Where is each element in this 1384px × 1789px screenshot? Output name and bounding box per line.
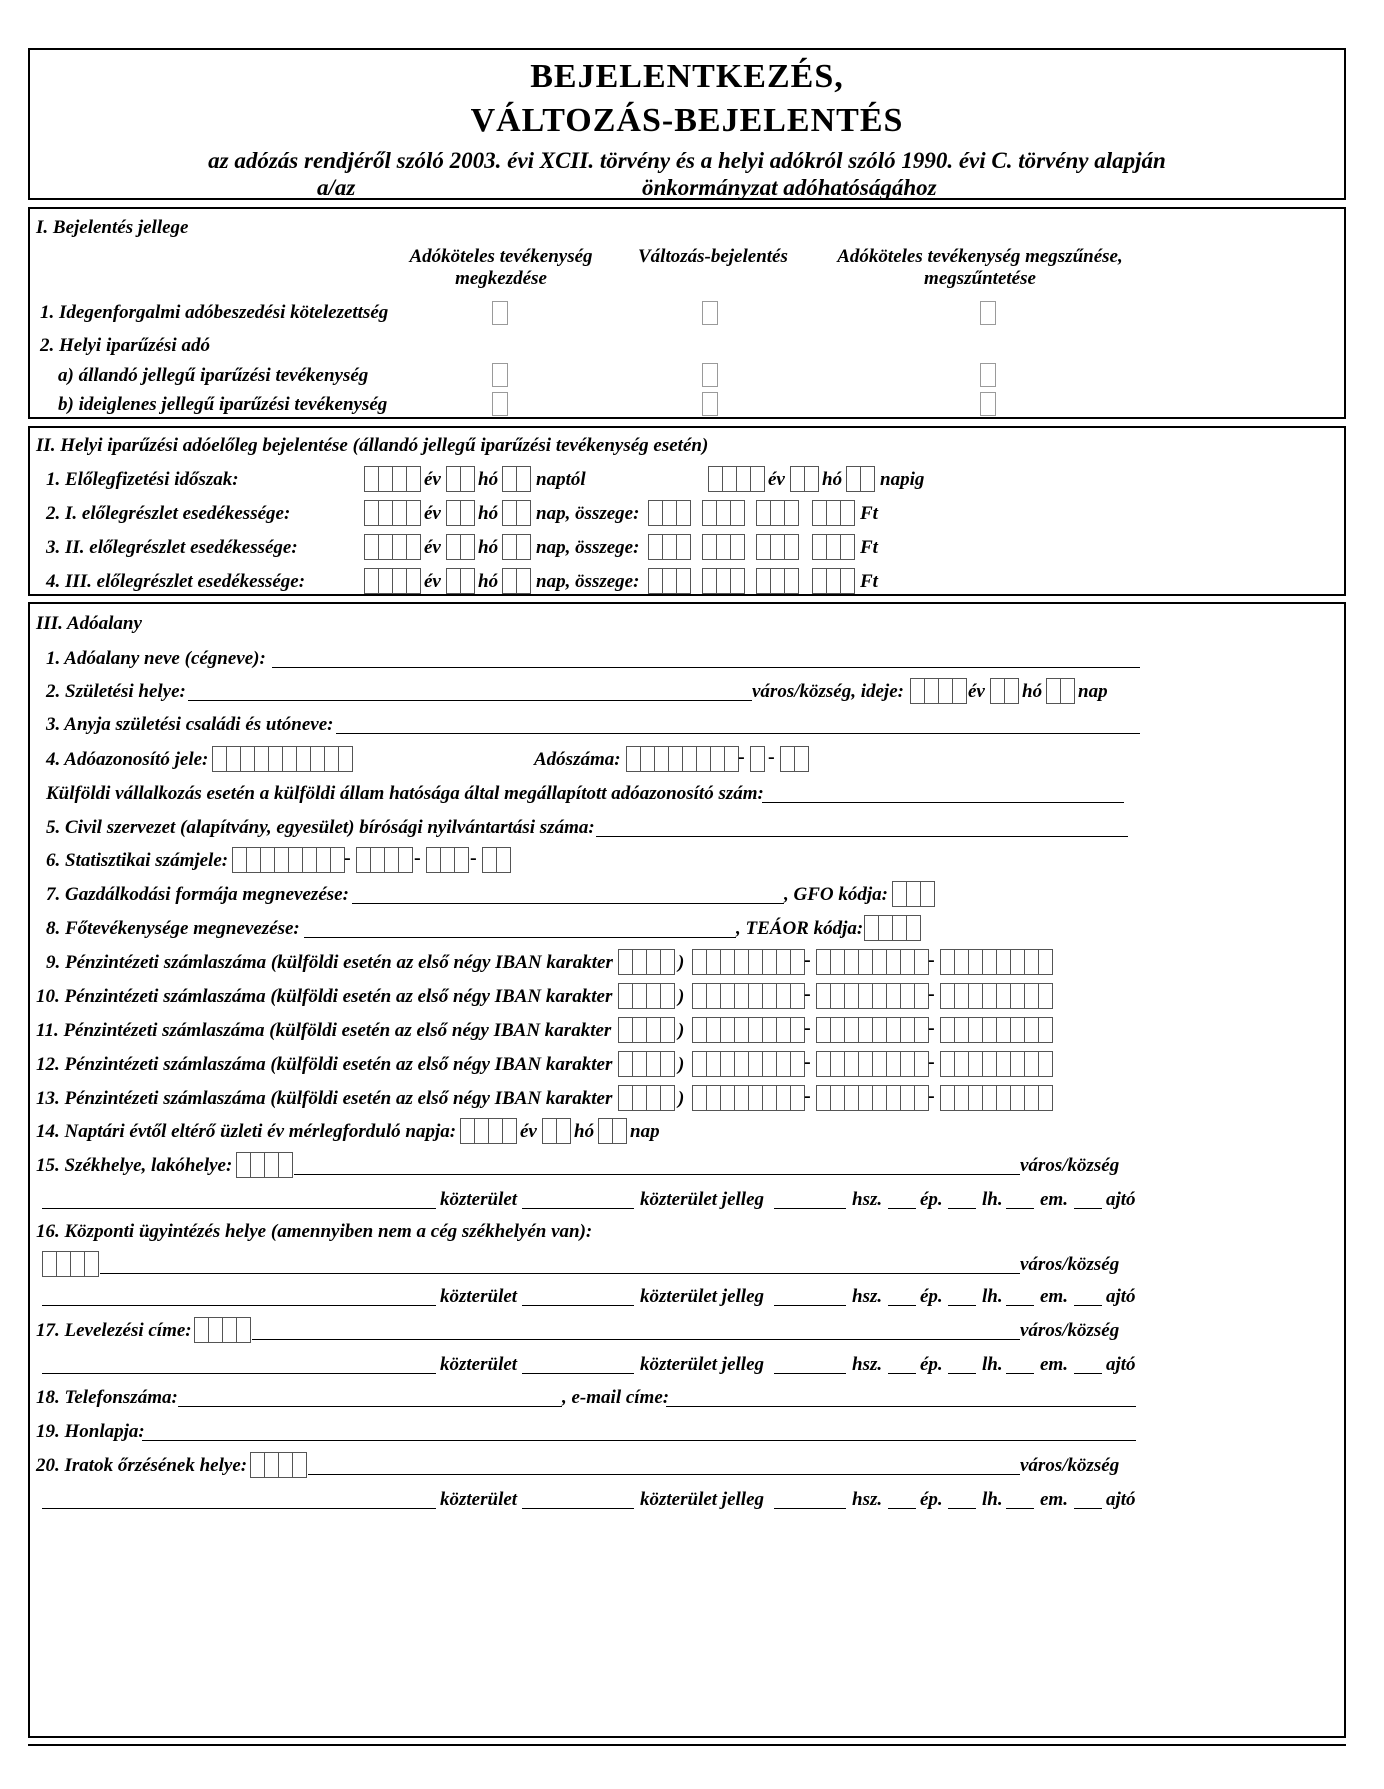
bank-account-label: 13. Pénzintézeti számlaszáma (külföldi esetén az első négy IBAN karakter [36,1088,613,1109]
house-number-field[interactable] [774,1208,846,1209]
address-label: 20. Iratok őrzésének helye: [36,1455,248,1476]
ho-label: hó [478,537,499,558]
fiscal-year-end-month[interactable] [542,1118,570,1144]
dash: - [804,1017,811,1039]
building-field[interactable] [888,1208,916,1209]
staircase-field[interactable] [948,1208,976,1209]
ajto-label: ajtó [1106,1189,1136,1210]
section-2-title: II. Helyi iparűzési adóelőleg bejelentése (állandó jellegű iparűzési tevékenység esetén) [36,435,709,456]
col-header-end-l1: Adóköteles tevékenység megszűnése, [837,246,1123,267]
tax-id-boxes[interactable] [212,746,352,772]
lh-label: lh. [982,1354,1003,1375]
authority-prefix: a/az [317,175,356,200]
address-label: 16. Központi ügyintézés helye (amennyiben nem a cég székhelyén van): [36,1221,593,1242]
form-title-line2: VÁLTOZÁS-BEJELENTÉS [470,102,904,139]
advance-period-label: 1. Előlegfizetési időszak: [46,469,239,490]
street-type-field[interactable] [522,1373,634,1374]
tax-id-label: 4. Adóazonosító jele: [46,749,209,770]
postal-code-boxes[interactable] [42,1251,98,1277]
section-1 [28,207,1346,419]
napig-label: napig [880,469,925,490]
door-field[interactable] [1074,1305,1102,1306]
city-label: város/község [1020,1254,1120,1275]
authority-suffix: önkormányzat adóhatóságához [642,175,937,200]
tax-number-label: Adószáma: [534,749,621,770]
bank-account-part2[interactable] [816,949,928,975]
city-label: város/község [1020,1455,1120,1476]
installment-label: 2. I. előlegrészlet esedékessége: [46,503,291,524]
hsz-label: hsz. [852,1189,883,1210]
ho-label: hó [1022,681,1043,702]
bank-account-part3[interactable] [940,1085,1052,1111]
installment-amount-group[interactable] [648,568,690,594]
hsz-label: hsz. [852,1354,883,1375]
dash: - [804,949,811,971]
street-name-field[interactable] [42,1373,436,1374]
kozterulet-jelleg-label: közterület jelleg [640,1489,765,1510]
ep-label: ép. [920,1189,943,1210]
statistical-code-label: 6. Statisztikai számjele: [46,850,229,871]
installment-label: 3. II. előlegrészlet esedékessége: [46,537,298,558]
building-field[interactable] [888,1508,916,1509]
fiscal-year-end-day[interactable] [598,1118,626,1144]
taxpayer-name-field[interactable] [272,667,1140,668]
dash: - [344,847,351,869]
house-number-field[interactable] [774,1373,846,1374]
lh-label: lh. [982,1489,1003,1510]
period-from-day[interactable] [502,466,530,492]
installment-amount-group[interactable] [756,534,798,560]
installment-amount-group[interactable] [648,534,690,560]
kozterulet-jelleg-label: közterület jelleg [640,1286,765,1307]
ho-label: hó [822,469,843,490]
birth-date-label: város/község, ideje: [752,681,904,702]
ev-label: év [424,537,441,558]
bank-account-part1[interactable] [692,1051,804,1077]
civil-registry-field[interactable] [596,836,1128,837]
tax-number-part3[interactable] [780,746,808,772]
installment-month[interactable] [446,568,474,594]
street-type-field[interactable] [522,1208,634,1209]
em-label: em. [1040,1354,1068,1375]
nap-label: nap [630,1121,660,1142]
city-field[interactable] [100,1273,1020,1274]
checkbox-tourism-end[interactable] [980,301,996,325]
bank-account-part1[interactable] [692,1017,804,1043]
amount-label: nap, összege: [536,571,640,592]
website-field[interactable] [142,1440,1136,1441]
ep-label: ép. [920,1286,943,1307]
checkbox-permanent-change[interactable] [702,363,718,387]
foreign-tax-id-label: Külföldi vállalkozás esetén a külföldi állam hatósága által megállapított adóazonosító szám: [46,783,764,804]
mother-name-field[interactable] [336,733,1140,734]
ho-label: hó [478,503,499,524]
kozterulet-jelleg-label: közterület jelleg [640,1189,765,1210]
mother-name-label: 3. Anyja születési családi és utóneve: [46,714,334,735]
bank-account-part3[interactable] [940,983,1052,1009]
email-label: , e-mail címe: [562,1387,670,1408]
taxpayer-name-label: 1. Adóalany neve (cégneve): [46,648,266,669]
fiscal-year-end-label: 14. Naptári évtől eltérő üzleti év mérlegforduló napja: [36,1121,457,1142]
installment-year[interactable] [364,534,420,560]
ep-label: ép. [920,1354,943,1375]
staircase-field[interactable] [948,1373,976,1374]
period-to-year[interactable] [708,466,764,492]
city-label: város/község [1020,1320,1120,1341]
postal-code-boxes[interactable] [194,1317,250,1343]
checkbox-tourism-start[interactable] [492,301,508,325]
installment-amount-group[interactable] [702,534,744,560]
door-field[interactable] [1074,1208,1102,1209]
col-header-start-l1: Adóköteles tevékenység [409,246,593,267]
ev-label: év [968,681,985,702]
ev-label: év [424,469,441,490]
dash: - [804,1051,811,1073]
tax-number-part2[interactable] [750,746,764,772]
email-field[interactable] [666,1406,1136,1407]
lh-label: lh. [982,1189,1003,1210]
installment-amount-group[interactable] [756,500,798,526]
statistical-code-part4[interactable] [482,847,510,873]
ajto-label: ajtó [1106,1286,1136,1307]
col-header-start-l2: megkezdése [455,268,547,289]
em-label: em. [1040,1286,1068,1307]
teaor-code-label: , TEÁOR kódja: [736,918,864,939]
bank-account-part1[interactable] [692,983,804,1009]
floor-field[interactable] [1006,1373,1034,1374]
kozterulet-label: közterület [440,1354,518,1375]
row-business-tax: 2. Helyi iparűzési adó [40,335,210,356]
amount-label: nap, összege: [536,537,640,558]
ev-label: év [424,503,441,524]
ajto-label: ajtó [1106,1489,1136,1510]
fiscal-year-end-year[interactable] [460,1118,516,1144]
kozterulet-jelleg-label: közterület jelleg [640,1354,765,1375]
ev-label: év [520,1121,537,1142]
bank-account-part1[interactable] [692,1085,804,1111]
statistical-code-part3[interactable] [426,847,468,873]
staircase-field[interactable] [948,1508,976,1509]
form-subtitle: az adózás rendjéről szóló 2003. évi XCII. törvény és a helyi adókról szóló 1990. évi C. törvény alapján [208,148,1166,173]
building-field[interactable] [888,1373,916,1374]
main-activity-label: 8. Főtevékenysége megnevezése: [46,918,300,939]
kozterulet-label: közterület [440,1286,518,1307]
birth-month[interactable] [990,678,1018,704]
main-activity-field[interactable] [304,937,736,938]
birth-year[interactable] [910,678,966,704]
bank-account-part2[interactable] [816,1051,928,1077]
checkbox-tourism-change[interactable] [702,301,718,325]
installment-amount-group[interactable] [648,500,690,526]
period-from-month[interactable] [446,466,474,492]
bottom-rule [28,1744,1346,1746]
bank-account-part1[interactable] [692,949,804,975]
nap-label: nap [1078,681,1108,702]
bank-account-part2[interactable] [816,1085,928,1111]
section-2 [28,426,1346,596]
section-3-title: III. Adóalany [36,613,142,634]
section-3 [28,602,1346,1738]
paren-label: ) [678,952,685,973]
installment-month[interactable] [446,534,474,560]
col-header-change: Változás-bejelentés [638,246,788,267]
dash: - [804,1085,811,1107]
statistical-code-part2[interactable] [356,847,412,873]
kozterulet-label: közterület [440,1489,518,1510]
postal-code-boxes[interactable] [250,1452,306,1478]
dash: - [928,949,935,971]
website-label: 19. Honlapja: [36,1421,145,1442]
street-name-field[interactable] [42,1208,436,1209]
bank-account-label: 10. Pénzintézeti számlaszáma (külföldi esetén az első négy IBAN karakter [36,986,613,1007]
hsz-label: hsz. [852,1489,883,1510]
iban-prefix-boxes[interactable] [618,1017,674,1043]
installment-day[interactable] [502,568,530,594]
dash: - [928,983,935,1005]
paren-label: ) [678,1054,685,1075]
iban-prefix-boxes[interactable] [618,1085,674,1111]
gfo-code-label: , GFO kódja: [784,884,888,905]
installment-amount-group[interactable] [702,568,744,594]
lh-label: lh. [982,1286,1003,1307]
floor-field[interactable] [1006,1305,1034,1306]
installment-year[interactable] [364,500,420,526]
address-label: 15. Székhelye, lakóhelye: [36,1155,233,1176]
iban-prefix-boxes[interactable] [618,983,674,1009]
ho-label: hó [478,469,499,490]
hsz-label: hsz. [852,1286,883,1307]
ev-label: év [768,469,785,490]
ft-label: Ft [860,503,878,524]
city-field[interactable] [252,1339,1020,1340]
row-tourism-tax: 1. Idegenforgalmi adóbeszedési kötelezettség [40,302,389,323]
period-from-year[interactable] [364,466,420,492]
row-temporary-activity: b) ideiglenes jellegű iparűzési tevékenység [58,394,388,415]
birth-day[interactable] [1046,678,1074,704]
teaor-code-boxes[interactable] [864,915,920,941]
ft-label: Ft [860,571,878,592]
col-header-end-l2: megszűntetése [924,268,1036,289]
street-name-field[interactable] [42,1305,436,1306]
phone-label: 18. Telefonszáma: [36,1387,178,1408]
bank-account-part3[interactable] [940,1017,1052,1043]
house-number-field[interactable] [774,1508,846,1509]
installment-day[interactable] [502,534,530,560]
business-form-field[interactable] [352,903,784,904]
iban-prefix-boxes[interactable] [618,1051,674,1077]
form-title-line1: BEJELENTKEZÉS, [530,58,844,95]
bank-account-label: 11. Pénzintézeti számlaszáma (külföldi esetén az első négy IBAN karakter [36,1020,612,1041]
installment-amount-group[interactable] [702,500,744,526]
city-label: város/község [1020,1155,1120,1176]
bank-account-label: 9. Pénzintézeti számlaszáma (külföldi esetén az első négy IBAN karakter [46,952,613,973]
installment-year[interactable] [364,568,420,594]
bank-account-label: 12. Pénzintézeti számlaszáma (külföldi esetén az első négy IBAN karakter [36,1054,613,1075]
postal-code-boxes[interactable] [236,1152,292,1178]
dash: - [804,983,811,1005]
paren-label: ) [678,1088,685,1109]
dash: - [928,1085,935,1107]
building-field[interactable] [888,1305,916,1306]
street-name-field[interactable] [42,1508,436,1509]
floor-field[interactable] [1006,1208,1034,1209]
ho-label: hó [574,1121,595,1142]
street-type-field[interactable] [522,1508,634,1509]
installment-month[interactable] [446,500,474,526]
house-number-field[interactable] [774,1305,846,1306]
installment-amount-group[interactable] [756,568,798,594]
naptol-label: naptól [536,469,586,490]
business-form-label: 7. Gazdálkodási formája megnevezése: [46,884,349,905]
staircase-field[interactable] [948,1305,976,1306]
kozterulet-label: közterület [440,1189,518,1210]
dash: - [738,746,745,768]
checkbox-temporary-start[interactable] [492,392,508,416]
dash: - [470,847,477,869]
bank-account-part2[interactable] [816,1017,928,1043]
checkbox-permanent-start[interactable] [492,363,508,387]
installment-day[interactable] [502,500,530,526]
door-field[interactable] [1074,1508,1102,1509]
em-label: em. [1040,1489,1068,1510]
ft-label: Ft [860,537,878,558]
amount-label: nap, összege: [536,503,640,524]
installment-label: 4. III. előlegrészlet esedékessége: [46,571,306,592]
checkbox-temporary-end[interactable] [980,392,996,416]
street-type-field[interactable] [522,1305,634,1306]
ep-label: ép. [920,1489,943,1510]
em-label: em. [1040,1189,1068,1210]
door-field[interactable] [1074,1373,1102,1374]
dash: - [928,1017,935,1039]
bank-account-part2[interactable] [816,983,928,1009]
bank-account-part3[interactable] [940,949,1052,975]
ev-label: év [424,571,441,592]
gfo-code-boxes[interactable] [892,881,934,907]
dash: - [928,1051,935,1073]
statistical-code-part1[interactable] [232,847,344,873]
birth-place-field[interactable] [188,700,752,701]
checkbox-temporary-change[interactable] [702,392,718,416]
foreign-tax-id-field[interactable] [762,802,1124,803]
ajto-label: ajtó [1106,1354,1136,1375]
installment-amount-group[interactable] [812,568,854,594]
floor-field[interactable] [1006,1508,1034,1509]
checkbox-permanent-end[interactable] [980,363,996,387]
paren-label: ) [678,1020,685,1041]
tax-number-part1[interactable] [626,746,738,772]
installment-amount-group[interactable] [812,534,854,560]
authority-name-field[interactable] [375,198,637,199]
row-permanent-activity: a) állandó jellegű iparűzési tevékenység [58,365,369,386]
dash: - [414,847,421,869]
civil-registry-label: 5. Civil szervezet (alapítvány, egyesület) bírósági nyilvántartási száma: [46,817,595,838]
iban-prefix-boxes[interactable] [618,949,674,975]
city-field[interactable] [308,1474,1020,1475]
installment-amount-group[interactable] [812,500,854,526]
phone-field[interactable] [178,1406,562,1407]
dash: - [768,746,775,768]
paren-label: ) [678,986,685,1007]
section-1-title: I. Bejelentés jellege [36,217,189,238]
birth-place-label: 2. Születési helye: [46,681,186,702]
city-field[interactable] [294,1174,1020,1175]
bank-account-part3[interactable] [940,1051,1052,1077]
header-box [28,48,1346,200]
period-to-month[interactable] [790,466,818,492]
period-to-day[interactable] [846,466,874,492]
ho-label: hó [478,571,499,592]
address-label: 17. Levelezési címe: [36,1320,192,1341]
